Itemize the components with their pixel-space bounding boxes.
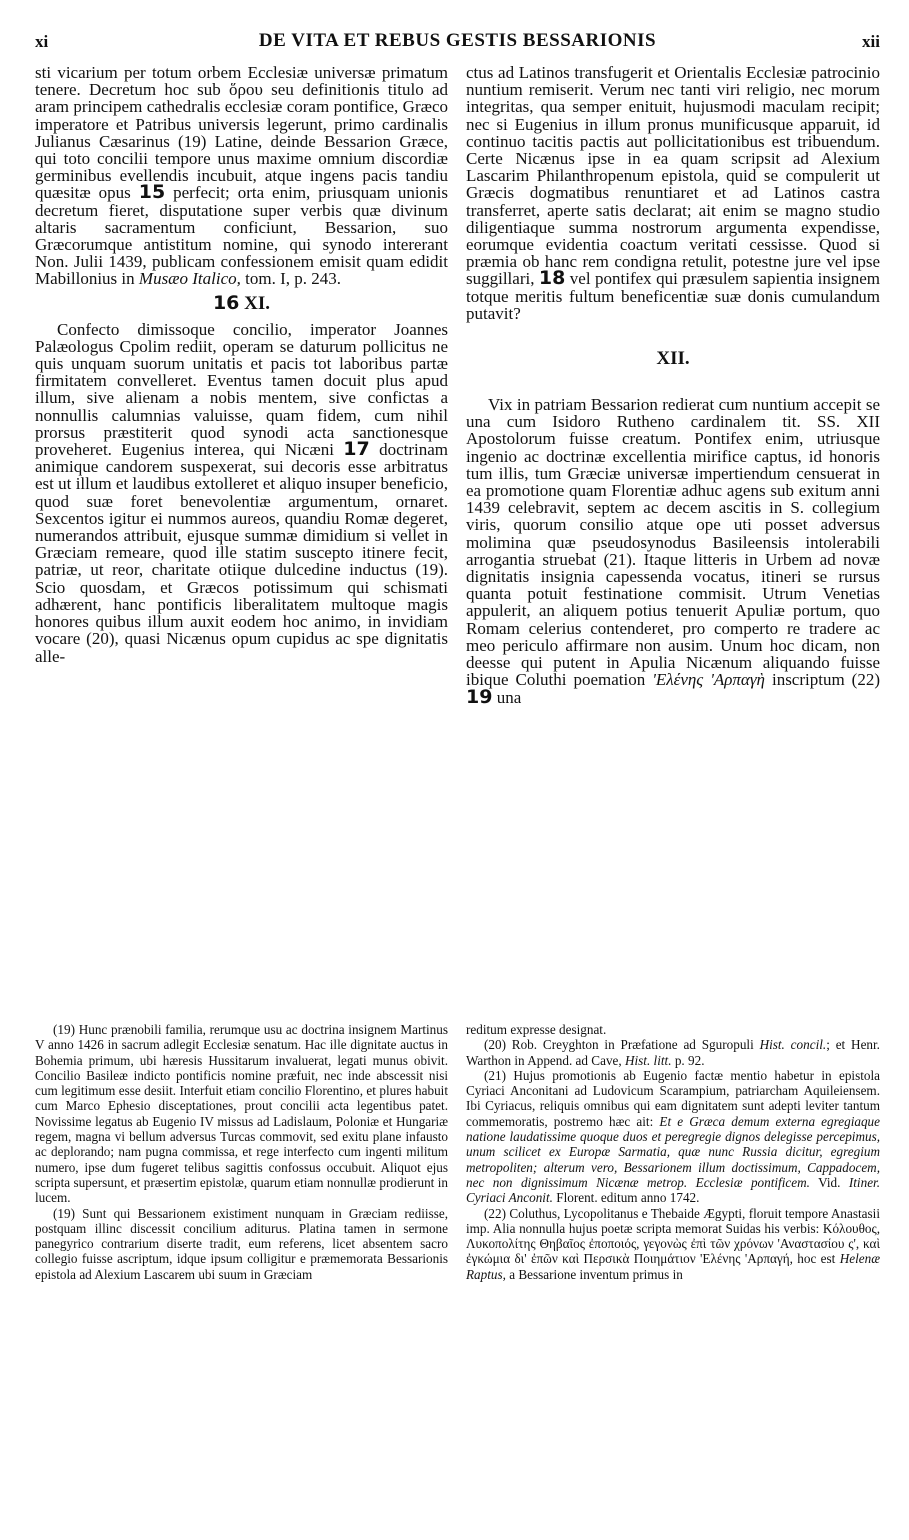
right-column: [466, 64, 880, 706]
page-number-left: xi: [35, 32, 49, 51]
italic-title: Hist. concil.: [759, 1037, 827, 1053]
text-run: ctus ad Latinos transfugerit et Orientalis Ecclesiæ patrocinio nuntium remiserit. Verum nec tanti viri religio, nec morum integritas, qua semper enituit, hujusmodi maculam recipit; nec si Eugenius in illum pronus munificusque apparuit, id continuo tacitis pactis aut pollicitationibus est tribuendum. Certe Nicænus ipse in ea quam scripsit ad Alexium Lascarim Philanthropenum epistola, quid se compulerit ut Græcis dogmatibus renuntiaret et ad Latinos castra transferret, aperte satis declarat; ait enim se magno studio diligentiaque summa nostrorum argumenta expendisse, eorumque evidentia coactum veritati cessisse. Quod si præmia ob hanc rem condigna retulit, potestne jure vel ipse suggillari,: [466, 63, 880, 289]
footnote-continuation: reditum expresse designat.: [466, 1022, 607, 1037]
text-run: (22) Coluthus, Lycopolitanus e Thebaide Ægypti, floruit tempore Anastasii imp. Alia nonnulla hujus poetæ scripta memorat Suidas his verbis: Κόλουθος, Λυκοπολίτης Θηβαῖος ἐποποιός, γεγονὼς ἐπὶ τῶν χρόνων 'Αναστασίου ς', καὶ ἐγκώμια δι' ἐπῶν καὶ Περσικὰ Ποιημάτιον 'Ελένης 'Αρπαγή, hoc est: [466, 1205, 880, 1267]
section-heading-xi: [35, 292, 448, 315]
left-column: [35, 64, 448, 665]
margin-page-marker: 19: [466, 685, 493, 708]
text-run: Florent. editum anno 1742.: [556, 1190, 700, 1206]
text-run: Vix in patriam Bessarion redierat cum nuntium accepit se una cum Isidoro Rutheno cardinalem tit. SS. XII Apostolorum fuisse creatum. Pontifex enim, utriusque ingenio ac doctrinæ excellentia mirifice captus, id honoris tum illis, tum Græciæ universæ impertiendum censuerat in ea promotione quam Florentiæ adhuc agens sub exitum anni 1439 celebravit, septem ac decem ascitis in S. collegium viris, quorum consilio atque ope uti posset adversus molimina quæ pseudosynodus Basileensis intolerabili arrogantia struebat (21). Itaque litteris in Urbem ad novæ dignitatis insignia capessenda vocatus, itineri se rursus quanta potuit festinatione commisit. Utrum Venetias appulerit, an aliquem potius tenuerit Apuliæ portum, quo Romam celerius contenderet, pro comperto re tradere ac meo periculo affirmare non ausim. Unum hoc dicam, non deesse qui putent in Apulia Nicænum aliquando fuisse ibique Coluthi poemation: [466, 395, 880, 690]
italic-title: Musæo Italico,: [138, 269, 241, 289]
margin-page-marker: 17: [343, 438, 370, 461]
footnotes-left: [35, 1022, 448, 1282]
text-run: Vid.: [818, 1174, 841, 1190]
footnote: [466, 1206, 880, 1282]
text-run: perfecit; orta enim, priusquam unionis decretum fieret, disputatione super verbis quæ divinum altaris sacramentum conficiunt, Bessarion, suo Græcorumque antistitum nomine, qui synodo intererant Non. Julii 1439, publicam confessionem emisit quam edidit Mabillonius in: [35, 183, 448, 289]
text-run: doctrinam animique candorem suspexerat, sui decoris esse arbitratus est ut illum et laudibus extolleret et aliquo insuper beneficio, quod suæ foret benevolentiæ argumentum, ornaret. Sexcentos igitur ei nummos aureos, quandiu Romæ degeret, numerandos attribuit, ejusque summæ dimidium si vellet in Græciam remeare, quod ille statim suscepto itinere fecit, patriæ, ut reor, charitate otiique dulcedine inductus (19). Scio quosdam, et Græcos potissimum qui schismati adhærent, hanc pontificis liberalitatem multoque magis honores quibus illum auxit eodem hoc animo, in invidiam vocare (20), quasi Nicænus opum cupidus ac spe dignitatis alle-: [35, 440, 449, 666]
text-run: sti vicarium per totum orbem Ecclesiæ universæ primatum tenere. Decretum hoc sub ὅρου seu definitionis titulo ad aram principem cathedralis ecclesiæ coram pontifice, Græco imperatore et Patribus universis legerunt, primo cardinalis Julianus Cæsarinus (19) Latine, deinde Bessarion Græce, qui toto concilii tempore unus maxime omnium discordiæ germinibus evellendis incubuit, atque ingens pacis tandiu quæsitæ opus: [35, 63, 448, 203]
footnote: [466, 1037, 880, 1068]
paragraph: [35, 321, 448, 665]
paragraph: [35, 64, 448, 288]
text-run: (20) Rob. Creyghton in Præfatione ad Sguropuli: [484, 1037, 754, 1053]
paragraph: [466, 64, 880, 322]
page-number-right: xii: [862, 32, 880, 51]
text-run: inscriptum (22): [771, 670, 881, 690]
section-number: XI.: [244, 292, 271, 314]
running-title: DE VITA ET REBUS GESTIS BESSARIONIS: [258, 30, 657, 51]
footnote: [466, 1068, 880, 1206]
text-run: tom. I, p. 243.: [245, 269, 342, 289]
margin-page-marker: 18: [538, 267, 566, 290]
italic-title: Itiner. Cyriaci Anconit.: [466, 1174, 881, 1206]
text-run: Confecto dimissoque concilio, imperator Joannes Palæologus Cpolim rediit, operam se daturum pollicitus ne quis unquam suorum unitatis et pacis tot laboribus partæ firmitatem convelleret. Eventus tamen docuit plus apud illum, sive alienam a nobis mentem, sive confictas a nonnullis calumnias valuisse, quam fidem, cum nihil prorsus præstiterit quod synodi acta sanctionesque proveheret. Eugenius interea, qui Nicæni: [35, 319, 448, 460]
greek-title: 'Ελένης 'Αρπαγὴ: [652, 670, 765, 690]
footnote: (19) Hunc prænobili familia, rerumque usu ac doctrina insignem Martinus V anno 1426 in sacrum adlegit Ecclesiæ senatum. Hac ille dignitate auctus in Bohemia primum, ubi hæresis Hussitarum invaluerat, legati munus obivit. Concilio Basileæ indicto pontificis nomine præfuit, nec inde abscessit nisi cum legitimum esse desiit. Interfuit etiam concilio Florentino, et plures habuit cum Marco Ephesio disceptationes, prout concilii acta legentibus patet. Novissime legatus ab Eugenio IV missus ad Ladislaum, Poloniæ et Hungariæ regem, magna vi bellum adversus Turcas commovit, sed exitu plane infausto ac deplorando; nam pugna commissa, et rege interfecto cum ingenti militum numero, ipse dum fugeret telibus sagittis confossus occubuit. Aliquot ejus scripta supersunt, et præsertim epistolæ, quarum etiam nonnullæ prodierunt in lucem.: [35, 1022, 448, 1206]
margin-page-marker: 16: [212, 291, 240, 314]
italic-quotation: Et e Græca demum externa egregiaque natione laudatissime quoque duos et peregregie dignos delegisse percepimus, unum scilicet ex Europæ Sarmatia, quæ nunc Russia dicitur, egregium metropoliten; alterum vero, Bessarionem illum doctissimum, Cappadocem, nec non dignissimum Nicænæ metrop. Ecclesiæ pontificem.: [466, 1113, 881, 1190]
footnotes-right: [466, 1022, 880, 1282]
footnote: (19) Sunt qui Bessarionem existiment nunquam in Græciam rediisse, postquam illinc discessit concilium aditurus. Platina tamen in sermone panegyrico contrarium diserte tradit, eum referens, licet absentem sacro collegio fuisse ascriptum, idque ipsum colligitur e præmemorata Bessarionis epistola ad Alexium Lascarem ubi suum in Græciam: [35, 1205, 448, 1282]
text-run: vel pontifex qui præsulem sapientia insignem totque meritis fultum beneficentiæ suæ donis cumulandum putavit?: [466, 269, 880, 323]
section-heading-xii: [466, 348, 880, 370]
text-run: ; et Henr. Warthon in Append. ad Cave,: [466, 1037, 880, 1068]
section-number: XII.: [656, 348, 690, 370]
paragraph: [466, 396, 880, 706]
text-run: p. 92.: [674, 1052, 705, 1068]
text-run: (21) Hujus promotionis ab Eugenio factæ mentio habetur in epistola Cyriaci Anconitani ad Ludovicum Scarampium, patriarcham Aquileiensem. Ibi Cyriacus, reliquis omnibus qui eam dignitatem sunt adepti leviter tantum commemoratis, postremo hæc ait:: [466, 1067, 880, 1129]
italic-title: Hist. litt.: [624, 1052, 672, 1068]
text-run: a Bessarione inventum primus in: [509, 1266, 683, 1282]
running-header: [35, 30, 880, 58]
text-run: una: [496, 687, 522, 707]
italic-title: Helenæ Raptus,: [466, 1251, 881, 1282]
margin-page-marker: 15: [138, 181, 166, 204]
